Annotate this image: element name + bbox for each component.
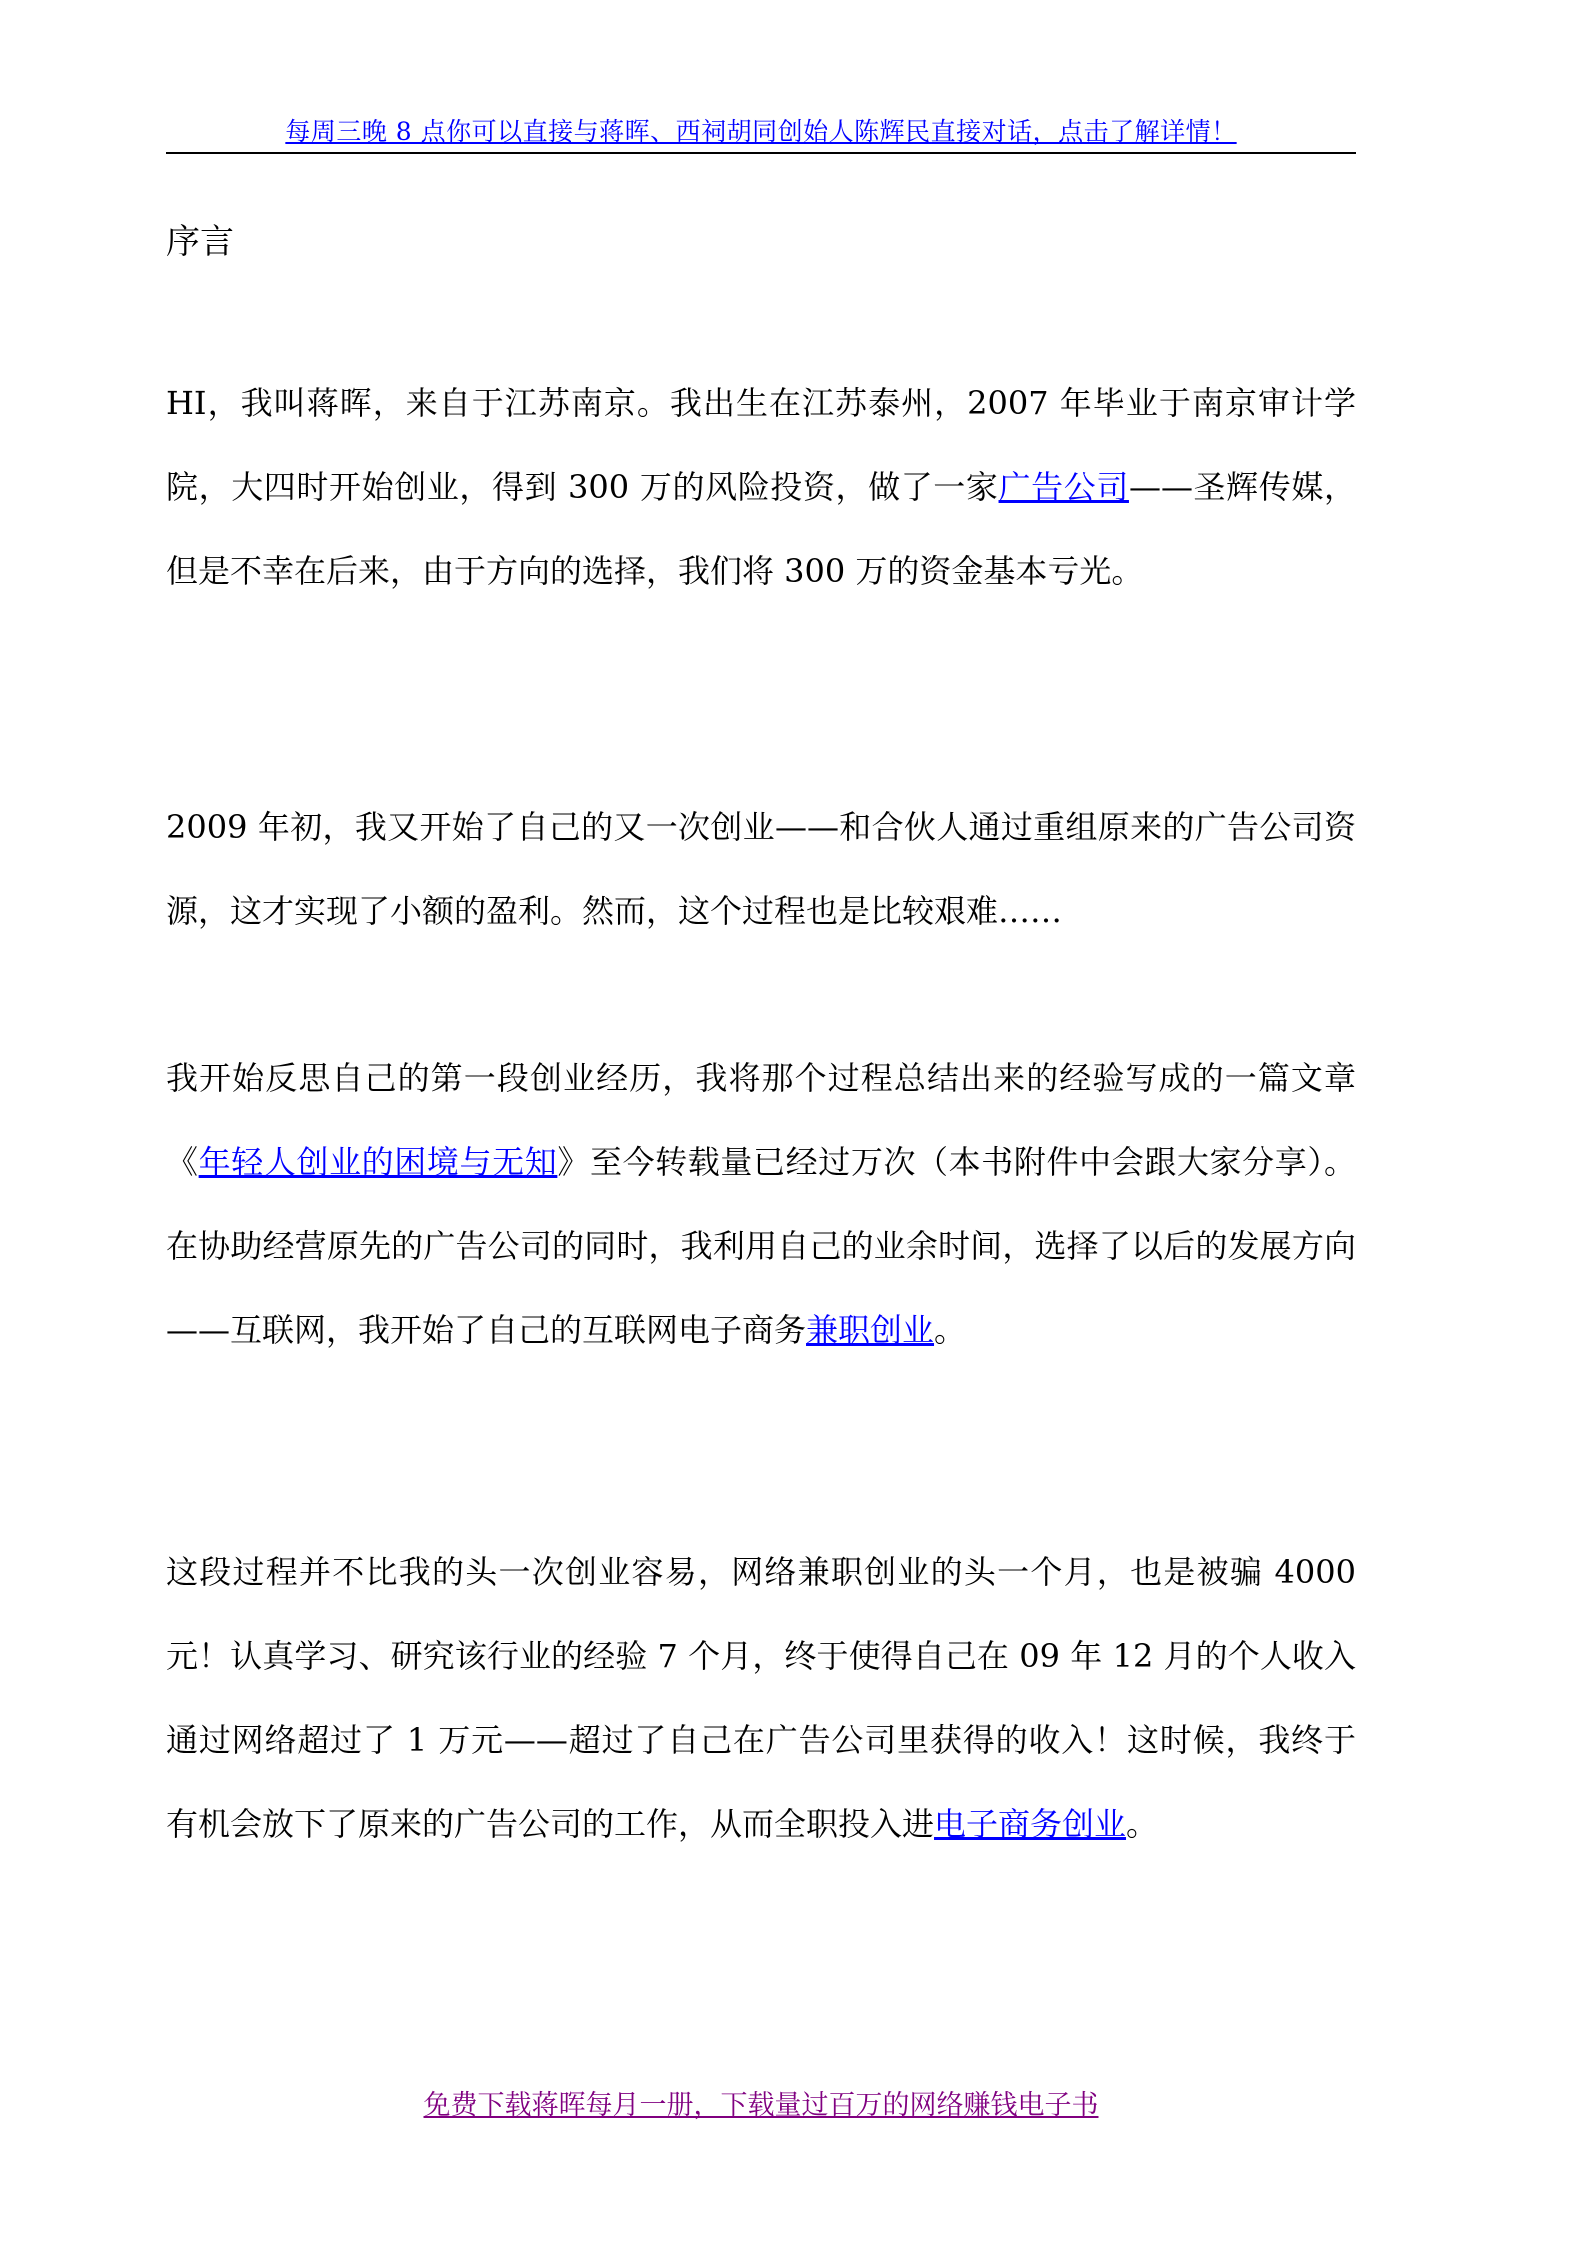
paragraph-text: 。 bbox=[1126, 1805, 1159, 1843]
paragraph-text: 2009 年初，我又开始了自己的又一次创业——和合伙人通过重组原来的广告公司资源，这才实现了小额的盈利。然而，这个过程也是比较艰难…… bbox=[166, 808, 1356, 930]
section-title: 序言 bbox=[166, 222, 234, 262]
header-promo-link[interactable]: 每周三晚 8 点你可以直接与蒋晖、西祠胡同创始人陈辉民直接对话，点击了解详情！ bbox=[285, 117, 1237, 146]
header-divider bbox=[166, 152, 1356, 154]
link-article-title[interactable]: 年轻人创业的困境与无知 bbox=[198, 1143, 558, 1181]
paragraph-reflection bbox=[166, 1036, 1356, 1372]
link-ecommerce-startup[interactable]: 电子商务创业 bbox=[934, 1805, 1127, 1843]
paragraph-text: ——圣辉传媒，但是不幸在后来，由于方向的选择，我们将 300 万的资金基本亏光。 bbox=[166, 468, 1356, 590]
paragraph-text: 这段过程并不比我的头一次创业容易，网络兼职创业的头一个月，也是被骗 4000 元！认真学习、研究该行业的经验 7 个月，终于使得自己在 09 年 12 月的个人收入通过网络超过了 1 万元——超过了自己在广告公司里获得的收入！这时候，我终于有机会放下了原来的广告公司的工作，从而全职投入进 bbox=[166, 1553, 1356, 1843]
paragraph-text: HI，我叫蒋晖，来自于江苏南京。我出生在江苏泰州，2007 年毕业于南京审计学院，大四时开始创业，得到 300 万的风险投资，做了一家 bbox=[166, 384, 1356, 506]
paragraph-2009 bbox=[166, 785, 1356, 953]
paragraph-ecommerce bbox=[166, 1530, 1356, 1866]
paragraph-text: 》至今转载量已经过万次（本书附件中会跟大家分享）。在协助经营原先的广告公司的同时，我利用自己的业余时间，选择了以后的发展方向——互联网，我开始了自己的互联网电子商务 bbox=[166, 1143, 1356, 1349]
link-part-time-startup[interactable]: 兼职创业 bbox=[806, 1311, 935, 1349]
paragraph-text: 。 bbox=[934, 1311, 967, 1349]
paragraph-intro bbox=[166, 361, 1356, 613]
page-footer bbox=[166, 2083, 1356, 2122]
paragraph-text: 我开始反思自己的第一段创业经历，我将那个过程总结出来的经验写成的一篇文章《 bbox=[166, 1059, 1356, 1181]
footer-download-link[interactable]: 免费下载蒋晖每月一册，下载量过百万的网络赚钱电子书 bbox=[423, 2090, 1099, 2121]
link-ad-company[interactable]: 广告公司 bbox=[998, 468, 1129, 506]
page-header bbox=[166, 112, 1356, 148]
